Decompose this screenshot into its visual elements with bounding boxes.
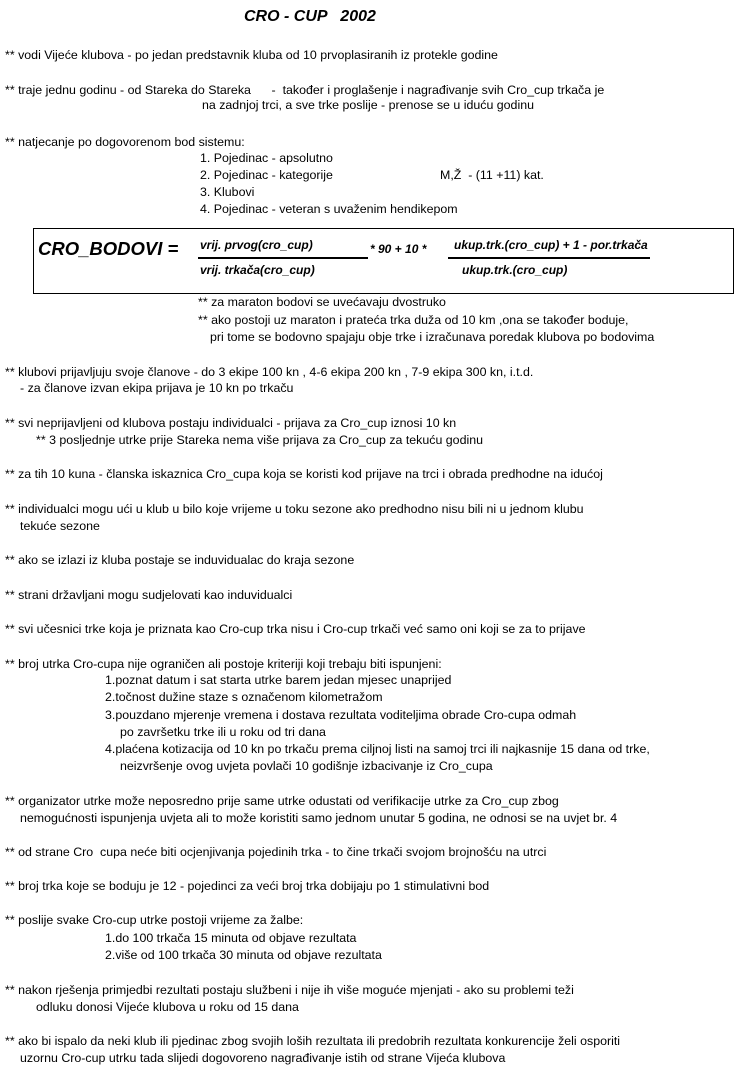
criteria-item: 3.pouzdano mjerenje vremena i dostava rezultata voditeljima obrade Cro-cupa odmah (105, 708, 577, 722)
rule-club-registration: ** klubovi prijavljuju svoje članove - do 3 ekipe 100 kn , 4-6 ekipa 200 kn , 7-9 ekipa 300 kn, i.t.d. (5, 365, 534, 379)
fraction-bar-2 (448, 257, 650, 259)
rule-foreigners: ** strani državljani mogu sudjelovati kao induvidualci (5, 588, 293, 602)
note-marathon: ** za maraton bodovi se uvećavaju dvostruko (198, 295, 446, 309)
formula-numerator-1: vrij. prvog(cro_cup) (200, 238, 313, 252)
criteria-item-cont: po završetku trke ili u roku od tri dana (120, 725, 326, 739)
rule-duration-cont: na zadnjoj trci, a sve trke poslije - prenose se u iduću godinu (202, 98, 534, 112)
rule-leave-club: ** ako se izlazi iz kluba postaje se induvidualac do kraja sezone (5, 553, 355, 567)
categories-note: M,Ž - (11 +11) kat. (440, 168, 544, 182)
rule-participants: ** svi učesnici trke koja je priznata kao Cro-cup trka nisu i Cro-cup trkači već samo oni koji se za to prijave (5, 622, 586, 636)
rule-appeals: ** poslije svake Cro-cup utrke postoji vrijeme za žalbe: (5, 913, 304, 927)
rule-scored-races: ** broj trka koje se boduju je 12 - pojedinci za veći broj trka dobijaju po 1 stimulativni bod (5, 879, 490, 893)
points-list-item: 3. Klubovi (200, 185, 255, 199)
rule-dispute: ** ako bi ispalo da neki klub ili pjedinac zbog svojih loših rezultata ili predobrih rezultata konkurencije želi osporiti (5, 1034, 621, 1048)
criteria-item-cont: neizvršenje ovog uvjeta povlači 10 godišnje izbacivanje iz Cro_cupa (120, 759, 493, 773)
formula-denominator-1: vrij. trkača(cro_cup) (200, 263, 315, 277)
rule-official-results: ** nakon rješenja primjedbi rezultati postaju službeni i nije ih više moguće mjenjati - ako su problemi teži (5, 983, 574, 997)
note-companion-race-cont: pri tome se bodovno spajaju obje trke i izračunava poredak klubova po bodovima (210, 330, 655, 344)
rule-membership-card: ** za tih 10 kuna - članska iskaznica Cro_cupa koja se koristi kod prijave na trci i obrada predhodne na idućoj (5, 467, 603, 481)
formula-operator: * 90 + 10 * (370, 242, 427, 256)
criteria-item: 1.poznat datum i sat starta utrke barem jedan mjesec unaprijed (105, 673, 452, 687)
rule-organizer-withdraw: ** organizator utrke može neposredno prije same utrke odustati od verifikacije utrke za Cro_cup zbog (5, 794, 559, 808)
rule-official-results-cont: odluku donosi Vijeće klubova u roku od 15 dana (36, 1000, 299, 1014)
rule-organizer-withdraw-cont: nemogućnosti ispunjenja uvjeta ali to može koristiti samo jednom unutar 5 godina, ne odnosi se na uvjet br. 4 (20, 811, 618, 825)
rule-join-club-cont: tekuće sezone (20, 519, 100, 533)
formula-denominator-2: ukup.trk.(cro_cup) (462, 263, 568, 277)
formula-numerator-2: ukup.trk.(cro_cup) + 1 - por.trkača (454, 238, 648, 252)
fraction-bar-1 (198, 257, 368, 259)
appeals-item: 1.do 100 trkača 15 minuta od objave rezultata (105, 931, 357, 945)
formula-box (33, 228, 734, 294)
criteria-item: 4.plaćena kotizacija od 10 kn po trkaču prema ciljnoj listi na samoj trci ili najkasnije 15 dana od trke, (105, 742, 650, 756)
rule-individuals-cont: ** 3 posljednje utrke prije Stareka nema više prijava za Cro_cup za tekuću godinu (36, 433, 484, 447)
rule-duration: ** traje jednu godinu - od Stareka do Stareka - također i proglašenje i nagrađivanje svih Cro_cup trkača je (5, 83, 605, 97)
rule-join-club: ** individualci mogu ući u klub u bilo koje vrijeme u toku sezone ako predhodno nisu bili ni u jednom klubu (5, 502, 584, 516)
points-list-item: 4. Pojedinac - veteran s uvaženim hendikepom (200, 202, 458, 216)
page-title: CRO - CUP 2002 (244, 8, 376, 25)
rule-club-registration-cont: - za članove izvan ekipa prijava je 10 kn po trkaču (20, 381, 294, 395)
points-list-item: 1. Pojedinac - apsolutno (200, 151, 333, 165)
rule-dispute-cont: uzornu Cro-cup utrku tada slijedi dogovoreno nagrađivanje istih od strane Vijeća klubova (20, 1051, 506, 1065)
rule-points-system: ** natjecanje po dogovorenom bod sistemu: (5, 135, 245, 149)
rule-no-race-rating: ** od strane Cro cupa neće biti ocjenjivanja pojedinih trka - to čine trkači svojom brojnošću na utrci (5, 845, 547, 859)
rule-council: ** vodi Vijeće klubova - po jedan predstavnik kluba od 10 prvoplasiranih iz protekle godine (5, 48, 498, 62)
appeals-item: 2.više od 100 trkača 30 minuta od objave rezultata (105, 948, 382, 962)
criteria-item: 2.točnost dužine staze s označenom kilometražom (105, 690, 383, 704)
rule-individuals: ** svi neprijavljeni od klubova postaju individualci - prijava za Cro_cup iznosi 10 kn (5, 416, 457, 430)
note-companion-race: ** ako postoji uz maraton i prateća trka duža od 10 km ,ona se također boduje, (198, 313, 629, 327)
points-list-item: 2. Pojedinac - kategorije (200, 168, 333, 182)
rule-race-criteria: ** broj utrka Cro-cupa nije ograničen ali postoje kriteriji koji trebaju biti ispunjeni: (5, 657, 442, 671)
formula-label: CRO_BODOVI = (38, 238, 179, 259)
